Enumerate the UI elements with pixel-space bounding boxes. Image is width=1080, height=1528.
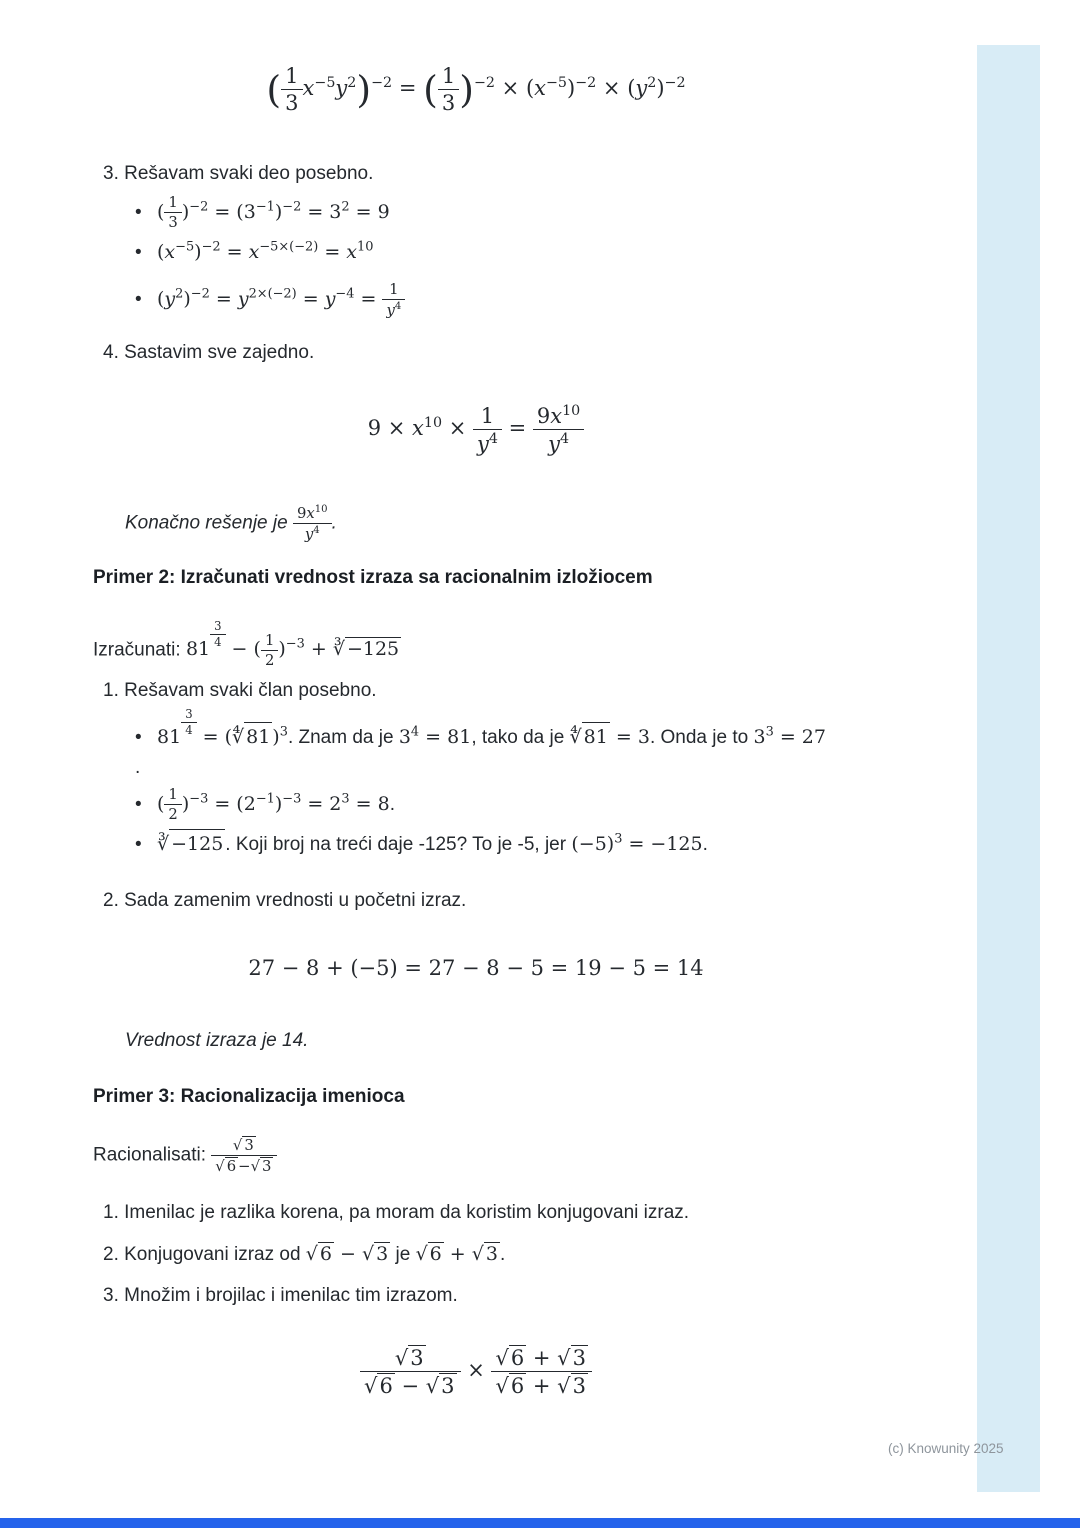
heading-primer-3: Primer 3: Racionalizacija imenioca bbox=[93, 1086, 405, 1107]
bullet-icon: • bbox=[135, 727, 142, 749]
bullet-math: 81 $^{\frac{3}{4}}$ = (∜ 81 )$^3$. Znam da je $3^4 = 81$, tako da je ∜ 81 = 3. Onda je to $3^3 = 27$ . bbox=[135, 707, 826, 778]
step-multiply-both: 3. Množim i brojilac i imenilac tim izrazom. bbox=[103, 1285, 458, 1306]
display-formula-values: 27 − 8 + (−5) = 27 − 8 − 5 = 19 − 5 = 14 bbox=[248, 956, 704, 980]
step-conjugate-expression: 2. Konjugovani izraz od √ 6 − √ 3 je √ 6 + √ 3 . bbox=[103, 1243, 506, 1265]
task-izracunati: Izračunati: 81 $^{\frac{3}{4}}$ − ( $\frac{1}{2}$ )$^{-3}$ + ∛ −125 bbox=[93, 619, 400, 669]
bullet-math: ( $\frac{1}{3}$ )$^{-2} = (3^{-1})^{-2} = 3^2 = 9$ bbox=[157, 194, 390, 232]
step-solve-each-term: 1. Rešavam svaki član posebno. bbox=[103, 680, 377, 701]
bullet-item-one-third-power bbox=[135, 194, 880, 231]
display-formula-combine: $9 \times x^{10}$ × $\frac{1}{y^4}$ = $\frac{9x^{10}}{y^4}$ bbox=[93, 403, 859, 456]
step-substitute-values: 2. Sada zamenim vrednosti u početni izraz. bbox=[103, 890, 467, 911]
step-combine-all: 4. Sastavim sve zajedno. bbox=[103, 342, 315, 363]
right-accent-stripe bbox=[977, 45, 1040, 1492]
bullet-icon: • bbox=[135, 289, 142, 310]
bottom-accent-bar bbox=[0, 1518, 1080, 1528]
bullet-item-y-power bbox=[135, 281, 880, 319]
bullet-math: $(y^2)^{-2} = y^{2\times(-2)} = y^{-4}$ = $\frac{1}{y^4}$ bbox=[157, 289, 405, 310]
heading-primer-2: Primer 2: Izračunati vrednost izraza sa racionalnim izložiocem bbox=[93, 567, 653, 588]
bullet-item-x-power bbox=[135, 238, 880, 268]
bullet-icon: • bbox=[135, 201, 142, 223]
conclusion-example1: Konačno rešenje je $\frac{9x^{10}}{y^4}$ . bbox=[125, 504, 337, 543]
bullet-icon: • bbox=[135, 793, 142, 815]
bullet-item-half-power bbox=[135, 786, 880, 823]
step-denominator-difference: 1. Imenilac je razlika korena, pa moram da koristim konjugovani izraz. bbox=[103, 1202, 690, 1223]
bullet-icon: • bbox=[135, 242, 142, 264]
task-racionalisati: Racionalisati: $\frac{√ 3}{√ 6 -√ 3}$ bbox=[93, 1136, 277, 1175]
step-solve-each-part: 3. Rešavam svaki deo posebno. bbox=[103, 163, 374, 184]
display-formula-rationalize: $\frac{√3}{√6 - √3}$ × $\frac{√6 + √3}{√6 + √3}$ bbox=[93, 1345, 859, 1398]
bullet-math: ∛ −125 . Koji broj na treći daje -125? To je -5, jer $(-5)^3 = -125$. bbox=[157, 834, 708, 855]
conclusion-example2: Vrednost izraza je 14. bbox=[125, 1030, 309, 1051]
bullet-item-cube-root bbox=[135, 829, 880, 859]
bullet-math: $(x^{-5})^{-2} = x^{-5\times(-2)} = x^{10}$ bbox=[157, 240, 374, 264]
bullet-item-81-power bbox=[135, 708, 880, 782]
watermark: (c) Knowunity 2025 bbox=[888, 1441, 1004, 1456]
display-formula-expansion: ( $\frac{1}{3}$ $x^{-5}y^2)^{-2}$ = ( $\frac{1}{3}$ )$^{-2} \times (x^{-5})^{-2} \times (y^2)^{-2}$ bbox=[266, 64, 686, 116]
bullet-math: ( $\frac{1}{2}$ )$^{-3} = (2^{-1})^{-3} = 2^3 = 8$. bbox=[157, 786, 395, 824]
bullet-icon: • bbox=[135, 834, 142, 855]
